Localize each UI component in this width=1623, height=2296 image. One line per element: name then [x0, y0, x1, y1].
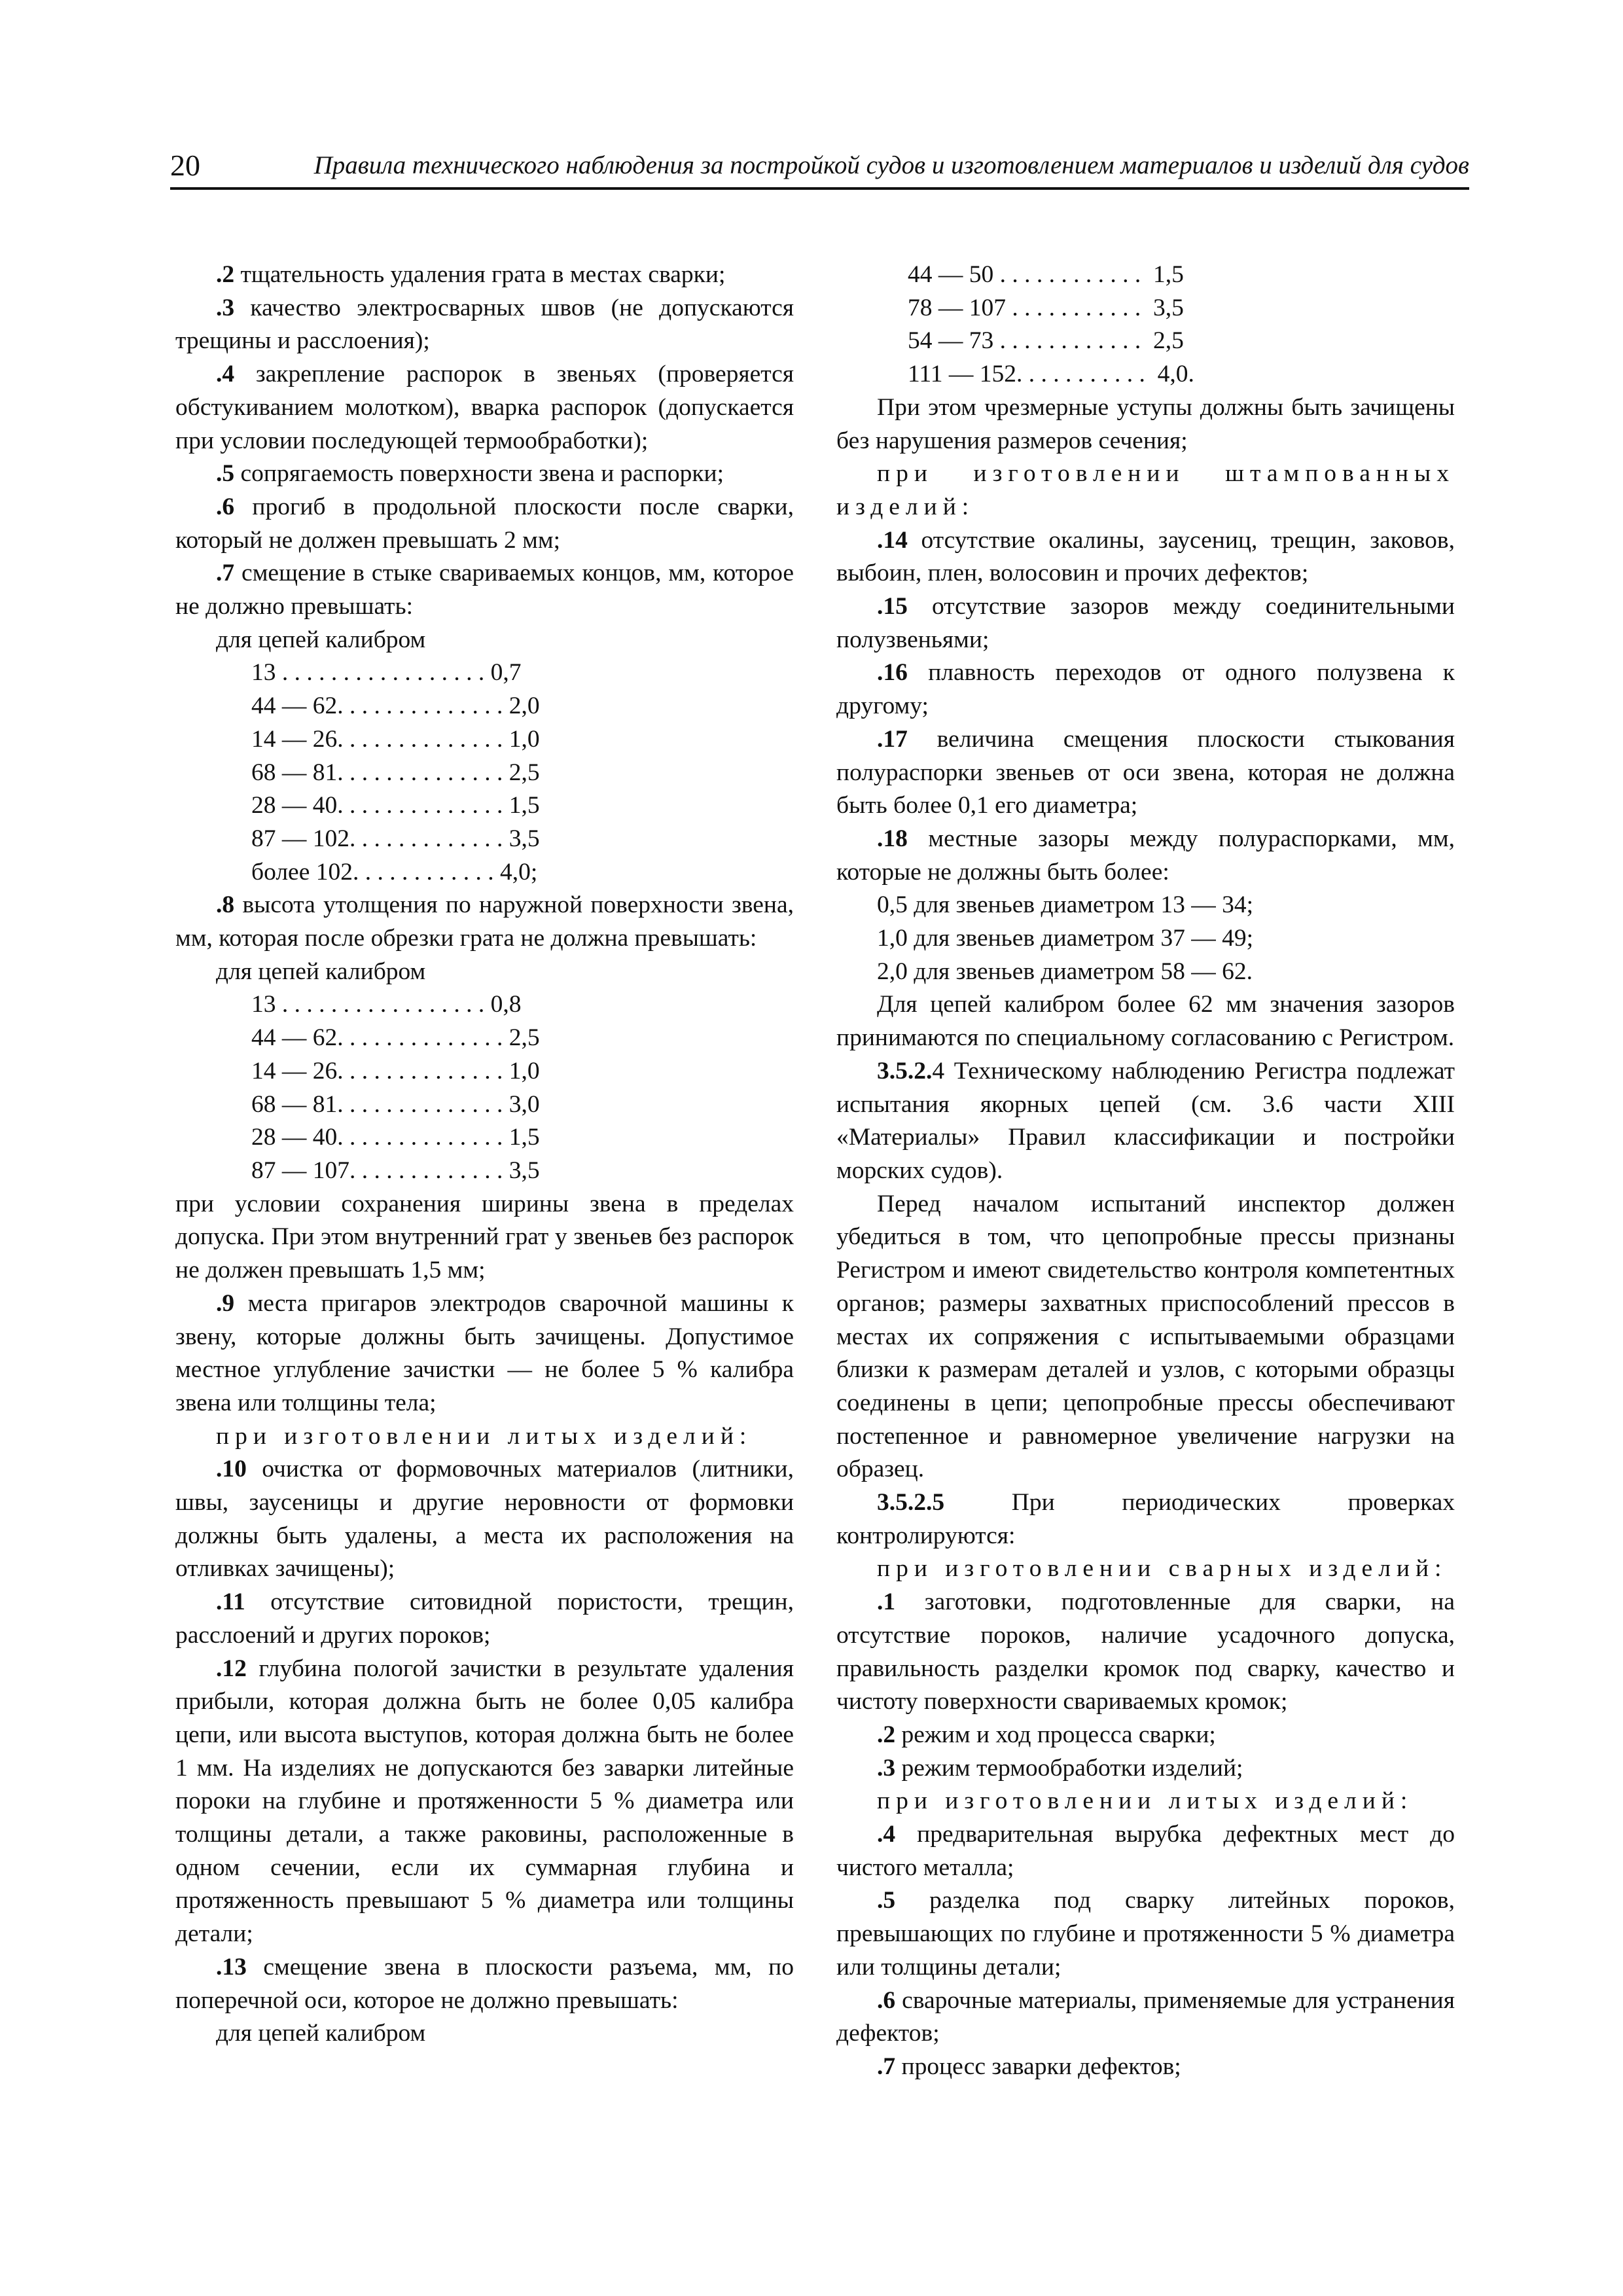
item-3: .3 качество электросварных швов (не допускаются трещины и расслоения); — [175, 294, 794, 355]
section-3-5-2-5: 3.5.2.5 При периодических проверках контролируются: — [836, 1489, 1455, 1549]
item-14: .14 отсутствие окалины, заусениц, трещин, заковов, выбоин, плен, волосовин и прочих дефектов; — [836, 526, 1455, 587]
item-16: .16 плавность переходов от одного полузвена к другому; — [836, 659, 1455, 720]
item-9: .9 места пригаров электродов сварочной машины к звену, которые должны быть зачищены. Допустимое местное углубление зачистки — не более 5 % калибра звена или толщины тела; — [175, 1289, 794, 1416]
section-3-5-2-4: 3.5.2.4 Техническому наблюдению Регистра подлежат испытания якорных цепей (см. 3.6 части XIII «Материалы» Правил классификации и постройки морских судов). — [836, 1057, 1455, 1184]
check-item-4: .4 предварительная вырубка дефектных мест до чистого металла; — [836, 1821, 1455, 1881]
calibre-row: 54 — 73 . . . . . . . . . . . . 2,5 — [908, 327, 1184, 355]
calibre-label: для цепей калибром — [216, 626, 426, 653]
calibre-label: для цепей калибром — [216, 958, 426, 985]
calibre-row: 14 — 26. . . . . . . . . . . . . . 1,0 — [251, 725, 540, 753]
section-heading-cast: при изготовлении литых изделий: — [877, 1787, 1414, 1815]
running-title: Правила технического наблюдения за постройкой судов и изготовлением материалов и изделий для судов — [313, 151, 1469, 179]
left-column — [175, 259, 794, 2051]
item-13: .13 смещение звена в плоскости разъема, мм, по поперечной оси, которое не должно превышать: — [175, 1953, 794, 2014]
gap-value: 0,5 для звеньев диаметром 13 — 34; — [877, 891, 1254, 919]
calibre-row: 68 — 81. . . . . . . . . . . . . . 2,5 — [251, 759, 540, 786]
calibre-row: 44 — 62. . . . . . . . . . . . . . 2,5 — [251, 1024, 540, 1052]
item-12: .12 глубина пологой зачистки в результате удаления прибыли, которая должна быть не более 0,05 калибра цепи, или высота выступов, которая должна быть не более 1 мм. На изделиях не допускаются без заварки литейные пороки на глубине и протяженности 5 % диаметра или толщины детали, а также раковины, расположенные в одном сечении, если их суммарная глубина и протяженность превышают 5 % диаметра или толщины детали; — [175, 1655, 794, 1948]
calibre-row: 28 — 40. . . . . . . . . . . . . . 1,5 — [251, 1124, 540, 1151]
item-5: .5 сопрягаемость поверхности звена и распорки; — [216, 460, 724, 488]
check-item-6: .6 сварочные материалы, применяемые для устранения дефектов; — [836, 1986, 1455, 2047]
calibre-row: 13 . . . . . . . . . . . . . . . . . 0,8 — [251, 991, 522, 1018]
item-11: .11 отсутствие ситовидной пористости, трещин, расслоений и других пороков; — [175, 1588, 794, 1649]
gap-value: 1,0 для звеньев диаметром 37 — 49; — [877, 925, 1254, 952]
check-item-2: .2 режим и ход процесса сварки; — [877, 1721, 1216, 1748]
calibre-row: 44 — 50 . . . . . . . . . . . . 1,5 — [908, 261, 1184, 288]
item-13-continuation: При этом чрезмерные уступы должны быть зачищены без нарушения размеров сечения; — [836, 393, 1455, 454]
page-number: 20 — [170, 149, 200, 182]
calibre-row: 78 — 107 . . . . . . . . . . . 3,5 — [908, 294, 1184, 321]
gap-value: 2,0 для звеньев диаметром 58 — 62. — [877, 958, 1253, 985]
check-item-7: .7 процесс заварки дефектов; — [877, 2053, 1181, 2080]
calibre-row: 87 — 102. . . . . . . . . . . . . 3,5 — [251, 825, 540, 852]
running-header — [170, 148, 1469, 190]
item-8: .8 высота утолщения по наружной поверхности звена, мм, которая после обрезки грата не должна превышать: — [175, 891, 794, 952]
section-heading-welded: при изготовлении сварных изделий: — [877, 1555, 1448, 1583]
item-6: .6 прогиб в продольной плоскости после сварки, который не должен превышать 2 мм; — [175, 493, 794, 554]
calibre-row: 68 — 81. . . . . . . . . . . . . . 3,0 — [251, 1090, 540, 1118]
check-item-5: .5 разделка под сварку литейных пороков, превышающих по глубине и протяженности 5 % диаметра или толщины детали; — [836, 1887, 1455, 1981]
item-10: .10 очистка от формовочных материалов (литники, швы, заусеницы и другие неровности от формовки должны быть удалены, а места их расположения на отливках зачищены); — [175, 1456, 794, 1583]
item-4: .4 закрепление распорок в звеньях (проверяется обстукиванием молотком), вварка распорок (допускается при условии последующей термообработки); — [175, 361, 794, 454]
calibre-label: для цепей калибром — [216, 2020, 426, 2047]
section-heading-cast: при изготовлении литых изделий: — [216, 1422, 753, 1450]
item-15: .15 отсутствие зазоров между соединительными полузвеньями; — [836, 593, 1455, 653]
section-heading-stamped: при изготовлении штампованных изделий: — [836, 460, 1455, 520]
check-item-1: .1 заготовки, подготовленные для сварки, на отсутствие пороков, наличие усадочного допуска, правильность разделки кромок под сварку, качество и чистоту поверхности свариваемых кромок; — [836, 1588, 1455, 1715]
check-item-3: .3 режим термообработки изделий; — [877, 1754, 1243, 1782]
gap-note: Для цепей калибром более 62 мм значения зазоров принимаются по специальному согласованию с Регистром. — [836, 991, 1455, 1052]
calibre-row: 111 — 152. . . . . . . . . . . 4,0. — [908, 361, 1194, 388]
item-17: .17 величина смещения плоскости стыкования полураспорки звеньев от оси звена, которая не должна быть более 0,1 его диаметра; — [836, 725, 1455, 819]
item-8-continuation: при условии сохранения ширины звена в пределах допуска. При этом внутренний грат у звеньев без распорок не должен превышать 1,5 мм; — [175, 1190, 794, 1284]
calibre-row: 28 — 40. . . . . . . . . . . . . . 1,5 — [251, 792, 540, 819]
calibre-row: более 102. . . . . . . . . . . . 4,0; — [251, 858, 538, 886]
item-18: .18 местные зазоры между полураспорками, мм, которые не должны быть более: — [836, 825, 1455, 886]
item-7: .7 смещение в стыке свариваемых концов, мм, которое не должно превышать: — [175, 560, 794, 620]
calibre-row: 13 . . . . . . . . . . . . . . . . . 0,7 — [251, 659, 522, 687]
calibre-row: 14 — 26. . . . . . . . . . . . . . 1,0 — [251, 1057, 540, 1085]
inspector-paragraph: Перед началом испытаний инспектор должен убедиться в том, что цепопробные прессы признаны Регистром и имеют свидетельство контроля компетентных органов; размеры захватных приспособлений прессов в местах их сопряжения с испытываемыми образцами близки к размерам деталей и узлов, с которыми образцы соединены в цепи; цепопробные прессы обеспечивают постепенное и равномерное увеличение нагрузки на образец. — [836, 1190, 1455, 1483]
item-2: .2 тщательность удаления грата в местах сварки; — [216, 261, 726, 288]
calibre-row: 87 — 107. . . . . . . . . . . . . 3,5 — [251, 1157, 540, 1184]
calibre-row: 44 — 62. . . . . . . . . . . . . . 2,0 — [251, 692, 540, 720]
right-column — [836, 259, 1455, 2084]
